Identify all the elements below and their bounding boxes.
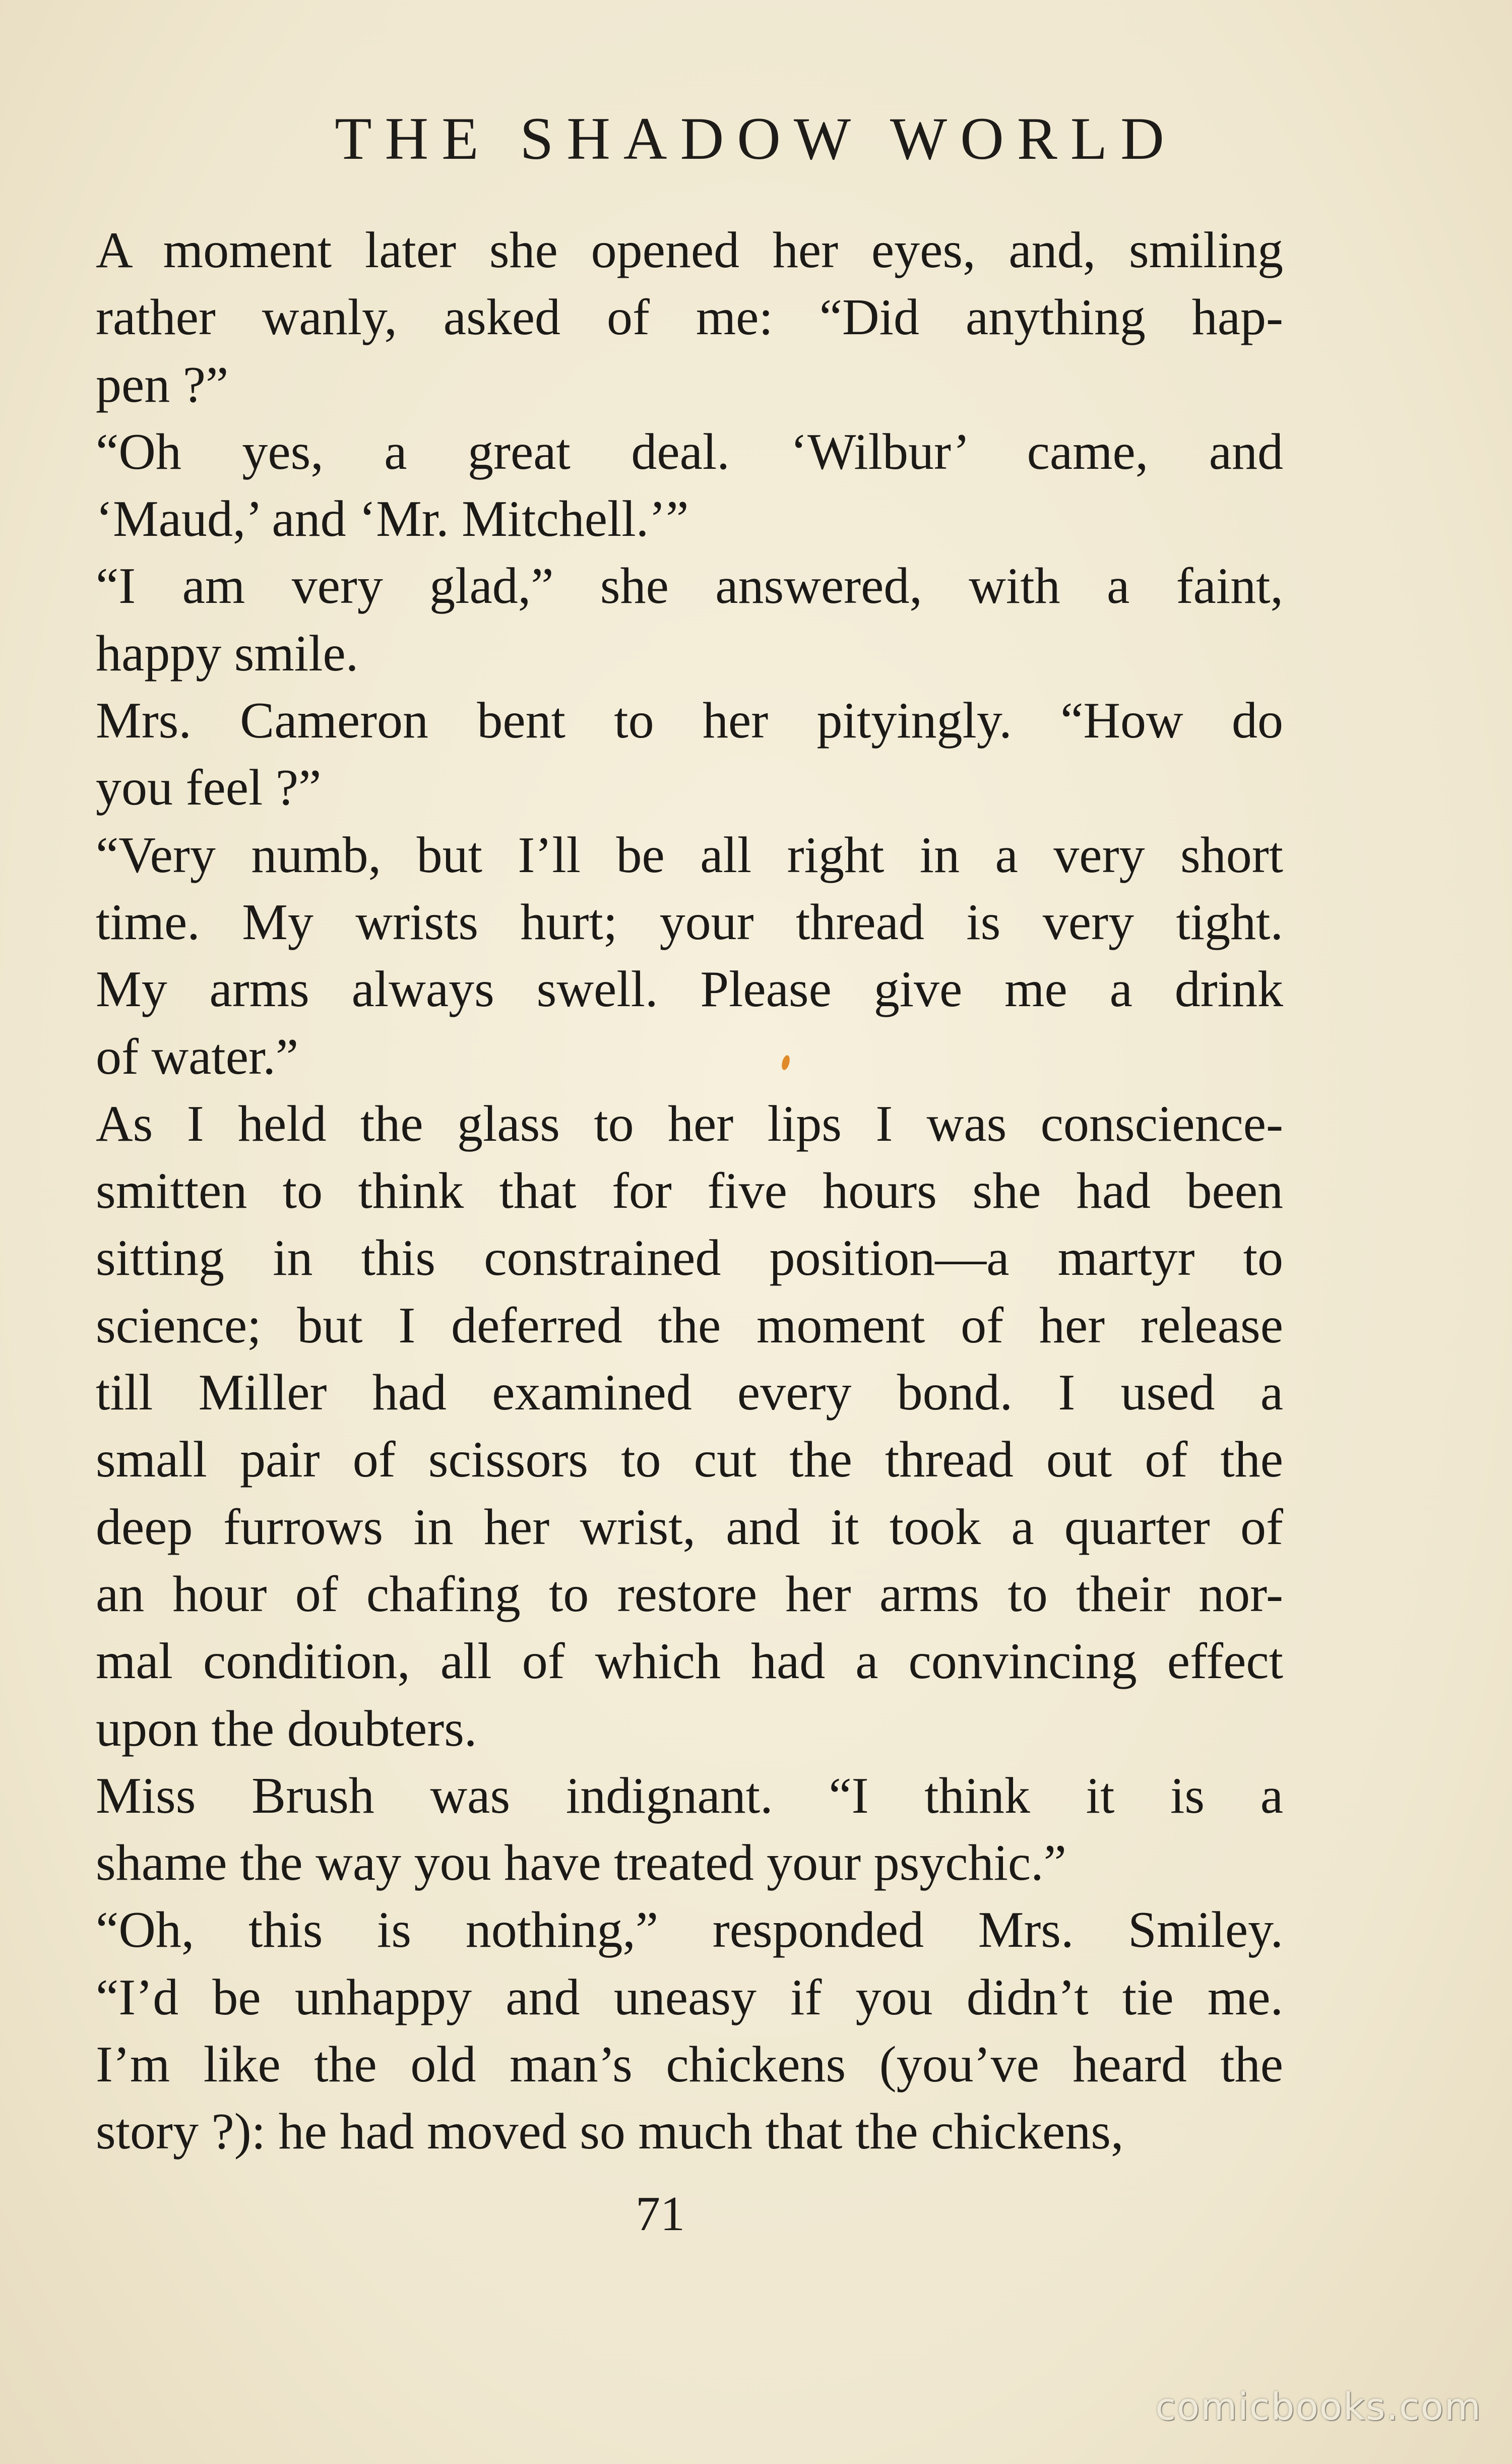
text-line: small pair of scissors to cut the thread out of the	[96, 1431, 1283, 1489]
text-line: ‘Maud,’ and ‘Mr. Mitchell.’”	[96, 490, 689, 548]
text-line: an hour of chafing to restore her arms to their nor-	[96, 1565, 1283, 1623]
text-line: pen ?”	[96, 356, 229, 413]
text-line: As I held the glass to her lips I was conscience-	[96, 1095, 1283, 1152]
text-line: A moment later she opened her eyes, and, smiling	[96, 222, 1283, 279]
body-text	[38, 217, 1283, 2166]
paragraph	[38, 1090, 1283, 1762]
text-line: I’m like the old man’s chickens (you’ve heard the	[96, 2036, 1283, 2093]
text-line: time. My wrists hurt; your thread is very tight.	[96, 893, 1283, 951]
text-line: shame the way you have treated your psychic.”	[96, 1834, 1066, 1892]
paragraph	[38, 217, 1283, 418]
text-line: “I’d be unhappy and uneasy if you didn’t tie me.	[96, 1968, 1283, 2026]
text-line: you feel ?”	[96, 759, 322, 817]
paragraph	[38, 822, 1283, 1090]
text-line: mal condition, all of which had a convincing effect	[96, 1633, 1283, 1690]
page-number: 71	[636, 2187, 685, 2241]
text-line: happy smile.	[96, 625, 359, 682]
text-line: “Oh, this is nothing,” responded Mrs. Smiley.	[96, 1901, 1283, 1959]
paragraph	[38, 687, 1283, 822]
text-line: till Miller had examined every bond. I used a	[96, 1364, 1283, 1422]
text-line: “I am very glad,” she answered, with a faint,	[96, 558, 1283, 615]
text-line: Miss Brush was indignant. “I think it is a	[96, 1767, 1283, 1824]
text-line: of water.”	[96, 1028, 299, 1085]
text-line: story ?): he had moved so much that the chickens,	[96, 2103, 1124, 2161]
text-line: deep furrows in her wrist, and it took a quarter of	[96, 1498, 1283, 1556]
watermark: comicbooks.com	[1155, 2385, 1482, 2429]
text-line: upon the doubters.	[96, 1700, 477, 1757]
paragraph	[38, 1896, 1283, 2165]
text-line: My arms always swell. Please give me a drink	[96, 961, 1283, 1018]
text-line: “Very numb, but I’ll be all right in a very short	[96, 826, 1283, 884]
paragraph	[38, 1762, 1283, 1897]
text-line: rather wanly, asked of me: “Did anything hap-	[96, 289, 1283, 346]
text-line: smitten to think that for five hours she had been	[96, 1162, 1283, 1220]
text-line: sitting in this constrained position—a martyr to	[96, 1229, 1283, 1287]
paragraph	[38, 418, 1283, 553]
text-line: “Oh yes, a great deal. ‘Wilbur’ came, and	[96, 423, 1283, 480]
text-line: science; but I deferred the moment of her release	[96, 1297, 1283, 1354]
text-line: Mrs. Cameron bent to her pityingly. “How do	[96, 692, 1283, 750]
paragraph	[38, 552, 1283, 687]
running-head: THE SHADOW WORLD	[335, 105, 1177, 172]
